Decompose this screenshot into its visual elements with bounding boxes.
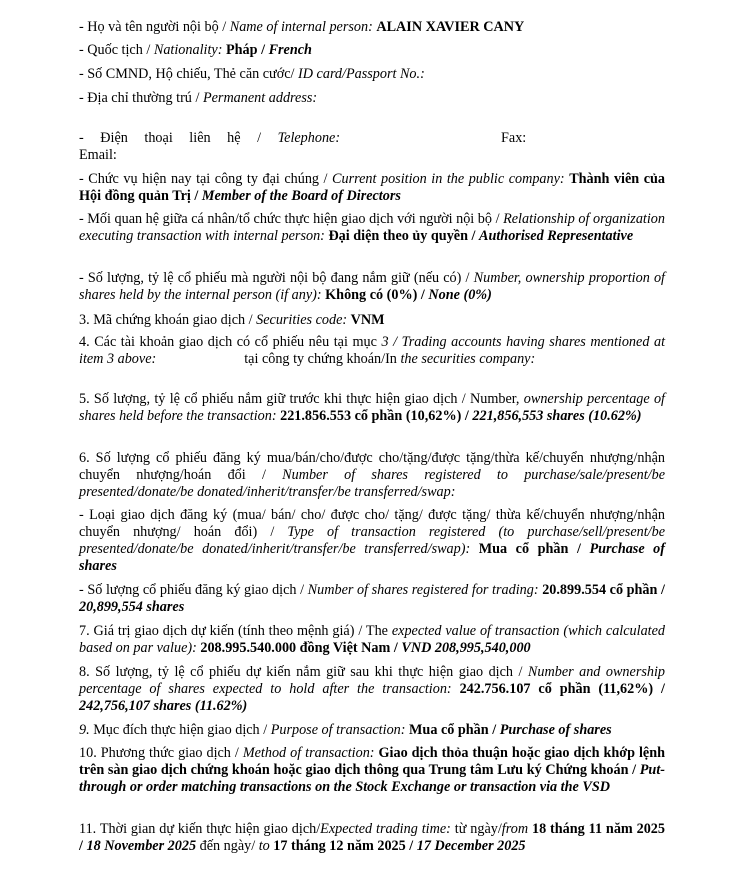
value-en: 20,899,554 shares: [79, 599, 185, 615]
value-vn: Đại diện theo ủy quyền /: [328, 228, 480, 244]
value-en: Member of the Board of Directors: [201, 188, 401, 204]
fax-label: Fax:: [501, 130, 527, 146]
company-label-en: the securities company:: [400, 351, 536, 367]
value-en: None (0%): [428, 287, 492, 303]
label-en: Number and ownership percentage of shares expected to hold after the transaction:: [79, 664, 665, 697]
to-date-en: 17 December 2025: [416, 838, 526, 854]
value-vn: Giao dịch thỏa thuận hoặc giao dịch khớp lệnh trên sàn giao dịch chứng khoán hoặc giao dịch thông qua Trung tâm Lưu ký Chứng khoán /: [79, 745, 665, 778]
label-vn: 6. Số lượng cổ phiếu đăng ký mua/bán/cho/được cho/tặng/được tặng/thừa kế/chuyển nhượng/nhận chuyển nhượng/hoán đổi /: [79, 450, 665, 483]
internal-person-name-line: [79, 19, 665, 36]
label-en: ID card/Passport No.:: [298, 66, 425, 82]
permanent-address-line: [79, 90, 665, 107]
label-en: Name of internal person:: [229, 19, 377, 35]
to-label-en: to: [258, 838, 274, 854]
trading-time-line: [79, 821, 665, 855]
label-vn: 4. Các tài khoản giao dịch có cổ phiếu nêu tại mục: [79, 334, 382, 350]
securities-code-line: [79, 312, 665, 329]
label-en: Number of shares registered for trading:: [307, 582, 543, 598]
label-en: 3 / Trading accounts having shares mentioned at item 3 above:: [79, 334, 666, 367]
label-en: Number of shares registered to purchase/sale/present/be presented/donate/be donated/inherit/transfer/be transferred/swap:: [79, 467, 665, 500]
item-number: 9.: [79, 722, 90, 738]
purpose-line: [79, 722, 665, 739]
relationship-line: [79, 211, 665, 245]
label-vn: - Mối quan hệ giữa cá nhân/tổ chức thực hiện giao dịch với người nội bộ /: [79, 211, 504, 227]
trading-accounts-line: [79, 334, 665, 368]
label-en: Purpose of transaction:: [270, 722, 410, 738]
expected-value-line: [79, 623, 665, 657]
value-en: Authorised Representative: [479, 228, 634, 244]
shares-for-trading-line: [79, 582, 665, 616]
shares-after-line: [79, 664, 665, 715]
value-en: Purchase of shares: [499, 722, 612, 738]
label-vn: - Số lượng cổ phiếu đăng ký giao dịch /: [79, 582, 308, 598]
to-label-vn: đến ngày/: [196, 838, 259, 854]
label-en: Relationship of organization executing transaction with internal person:: [79, 211, 665, 244]
label-en: Expected trading time:: [320, 821, 455, 837]
label-vn: - Địa chỉ thường trú /: [79, 90, 203, 106]
label-en: Permanent address:: [202, 90, 318, 106]
value-vn: 208.995.540.000 đồng Việt Nam /: [200, 640, 402, 656]
shares-held-internal-line: [79, 270, 665, 304]
label-en: Type of transaction registered (to purchase/sell/present/be presented/donate/be donated/inherit/transfer/be transferred/swap):: [79, 524, 665, 557]
label-vn: - Quốc tịch /: [79, 42, 154, 58]
from-date-vn: 18 tháng 11 năm 2025 /: [79, 821, 665, 854]
value: VNM: [350, 312, 385, 328]
value-vn: 20.899.554 cổ phần /: [542, 582, 665, 598]
value-en: 221,856,553 shares (10.62%): [472, 408, 642, 424]
label-en: Number, ownership proportion of shares held by the internal person (if any):: [79, 270, 665, 303]
value: ALAIN XAVIER CANY: [376, 19, 525, 35]
transaction-type-line: [79, 507, 665, 575]
id-card-line: [79, 66, 665, 83]
shares-registered-heading: [79, 450, 665, 501]
value-vn: 221.856.553 cổ phần (10,62%) /: [280, 408, 473, 424]
label-vn: 3. Mã chứng khoán giao dịch /: [79, 312, 257, 328]
value-en: Purchase of shares: [79, 541, 665, 574]
email-line: [79, 147, 665, 164]
email-label: Email:: [79, 147, 117, 163]
label-vn: - Họ và tên người nội bộ /: [79, 19, 230, 35]
label-vn: - Loại giao dịch đăng ký (mua/ bán/ cho/ được cho/ tặng/ được tặng/ thừa kế/chuyển nhượng/nhận chuyển nhượng/ hoán đổi) /: [79, 507, 665, 540]
value-vn: Thành viên của Hội đồng quản Trị /: [79, 171, 665, 204]
value-en: Put-through or order matching transactions on the Stock Exchange or transaction via the VSD: [79, 762, 665, 795]
label-vn: - Số CMND, Hộ chiếu, Thẻ căn cước/: [79, 66, 299, 82]
method-line: [79, 745, 665, 796]
label-en: ownership percentage of shares held before the transaction:: [79, 391, 666, 424]
label-vn: 5. Số lượng, tỷ lệ cổ phiếu nắm giữ trước khi thực hiện giao dịch / Number,: [79, 391, 524, 407]
value-vn: Mua cổ phần /: [409, 722, 500, 738]
label-vn: - Số lượng, tỷ lệ cổ phiếu mà người nội bộ đang nắm giữ (nếu có) /: [79, 270, 474, 286]
label-en: Securities code:: [256, 312, 351, 328]
label-vn: 10. Phương thức giao dịch /: [79, 745, 243, 761]
telephone-line: [79, 130, 665, 147]
value-vn: Không có (0%) /: [325, 287, 429, 303]
from-label-en: from: [501, 821, 532, 837]
value-vn: 242.756.107 cổ phần (11,62%) /: [459, 681, 665, 697]
value-vn: Pháp /: [225, 42, 269, 58]
value-en: French: [268, 42, 312, 58]
value-en: 242,756,107 shares (11.62%): [79, 698, 248, 714]
current-position-line: [79, 171, 665, 205]
label-vn: Mục đích thực hiện giao dịch /: [89, 722, 271, 738]
label-vn: 8. Số lượng, tỷ lệ cổ phiếu dự kiến nắm giữ sau khi thực hiện giao dịch /: [79, 664, 528, 680]
from-date-en: 18 November 2025: [86, 838, 197, 854]
shares-before-line: [79, 391, 665, 425]
company-label-vn: tại công ty chứng khoán/In: [244, 351, 401, 367]
label-en: Method of transaction:: [242, 745, 379, 761]
value-en: VND 208,995,540,000: [401, 640, 531, 656]
nationality-line: [79, 42, 665, 59]
label-vn: - Điện thoại liên hệ /: [79, 130, 278, 146]
label-en: Current position in the public company:: [332, 171, 570, 187]
label-en: expected value of transaction (which calculated based on par value):: [79, 623, 665, 656]
label-vn: 7. Giá trị giao dịch dự kiến (tính theo mệnh giá) / The: [79, 623, 392, 639]
label-en: Nationality:: [153, 42, 226, 58]
value-vn: Mua cổ phần /: [478, 541, 590, 557]
label-vn: 11. Thời gian dự kiến thực hiện giao dịch/: [79, 821, 321, 837]
to-date-vn: 17 tháng 12 năm 2025 /: [273, 838, 417, 854]
label-vn: - Chức vụ hiện nay tại công ty đại chúng /: [79, 171, 333, 187]
from-label-vn: từ ngày/: [454, 821, 502, 837]
telephone-label: Telephone:: [277, 130, 341, 146]
